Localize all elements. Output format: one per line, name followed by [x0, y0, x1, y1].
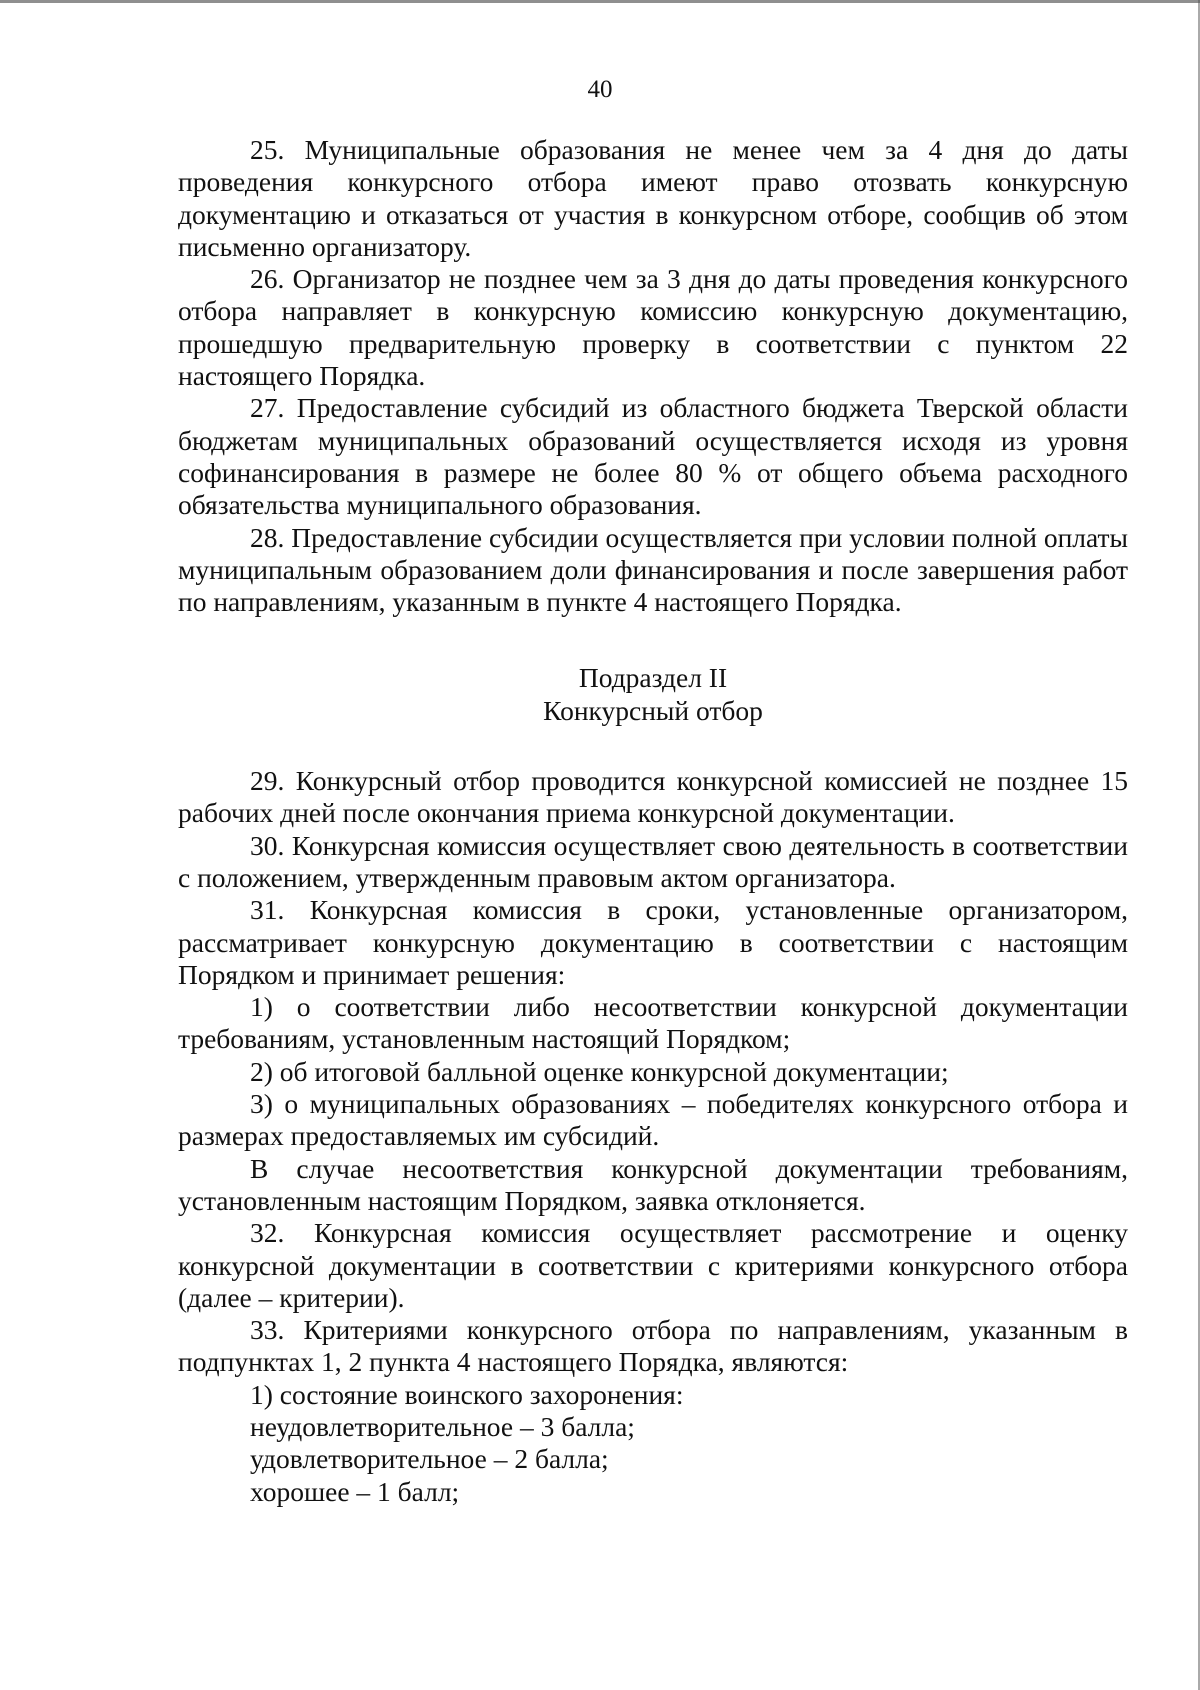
- paragraph-31-item-2: 2) об итоговой балльной оценке конкурсной документации;: [250, 1055, 949, 1087]
- spacer: [178, 618, 1128, 662]
- paragraph-29: 29. Конкурсный отбор проводится конкурсной комиссией не позднее 15 рабочих дней после окончания приема конкурсной документации.: [178, 765, 1128, 829]
- paragraph-28: 28. Предоставление субсидии осуществляется при условии полной оплаты муниципальным образованием доли финансирования и после завершения работ по направлениям, указанным в пункте 4 настоящего Порядка.: [178, 521, 1128, 618]
- criteria-line: неудовлетворительное – 3 балла;: [250, 1410, 635, 1442]
- criteria-line: 1) состояние воинского захоронения:: [250, 1378, 684, 1410]
- paragraph-33: 33. Критериями конкурсного отбора по направлениям, указанным в подпунктах 1, 2 пункта 4 настоящего Порядка, являются:: [178, 1314, 1128, 1378]
- paragraph-30: 30. Конкурсная комиссия осуществляет свою деятельность в соответствии с положением, утвержденным правовым актом организатора.: [178, 829, 1128, 893]
- paragraph-27: 27. Предоставление субсидий из областного бюджета Тверской области бюджетам муниципальных образований осуществляется исходя из уровня софинансирования в размере не более 80 % от общего объема расходного обязательства муниципального образования.: [178, 392, 1128, 521]
- criteria-line: хорошее – 1 балл;: [250, 1475, 460, 1507]
- document-body: [178, 134, 1128, 1508]
- paragraph-32: 32. Конкурсная комиссия осуществляет рассмотрение и оценку конкурсной документации в соответствии с критериями конкурсного отбора (далее – критерии).: [178, 1217, 1128, 1313]
- paragraph-31: 31. Конкурсная комиссия в сроки, установленные организатором, рассматривает конкурсную документацию в соответствии с настоящим Порядком и принимает решения:: [178, 894, 1128, 990]
- section-title: Подраздел II: [578, 662, 728, 694]
- page-number: 40: [587, 76, 613, 103]
- section-subtitle: Конкурсный отбор: [543, 694, 763, 726]
- paragraph-31-item-1: 1) о соответствии либо несоответствии конкурсной документации требованиям, установленным настоящий Порядком;: [178, 991, 1128, 1055]
- paragraph-rejection: В случае несоответствия конкурсной документации требованиям, установленным настоящим Порядком, заявка отклоняется.: [178, 1152, 1128, 1216]
- criteria-line: удовлетворительное – 2 балла;: [250, 1443, 609, 1475]
- paragraph-25: 25. Муниципальные образования не менее чем за 4 дня до даты проведения конкурсного отбора имеют право отозвать конкурсную документацию и отказаться от участия в конкурсном отборе, сообщив об этом письменно организатору.: [178, 134, 1128, 262]
- scan-edge-top: [0, 0, 1200, 3]
- spacer: [178, 727, 1128, 765]
- paragraph-31-item-3: 3) о муниципальных образованиях – победителях конкурсного отбора и размерах предоставляемых им субсидий.: [178, 1088, 1128, 1152]
- paragraph-26: 26. Организатор не позднее чем за 3 дня до даты проведения конкурсного отбора направляет в конкурсную комиссию конкурсную документацию, прошедшую предварительную проверку в соответствии с пунктом 22 настоящего Порядка.: [178, 263, 1128, 392]
